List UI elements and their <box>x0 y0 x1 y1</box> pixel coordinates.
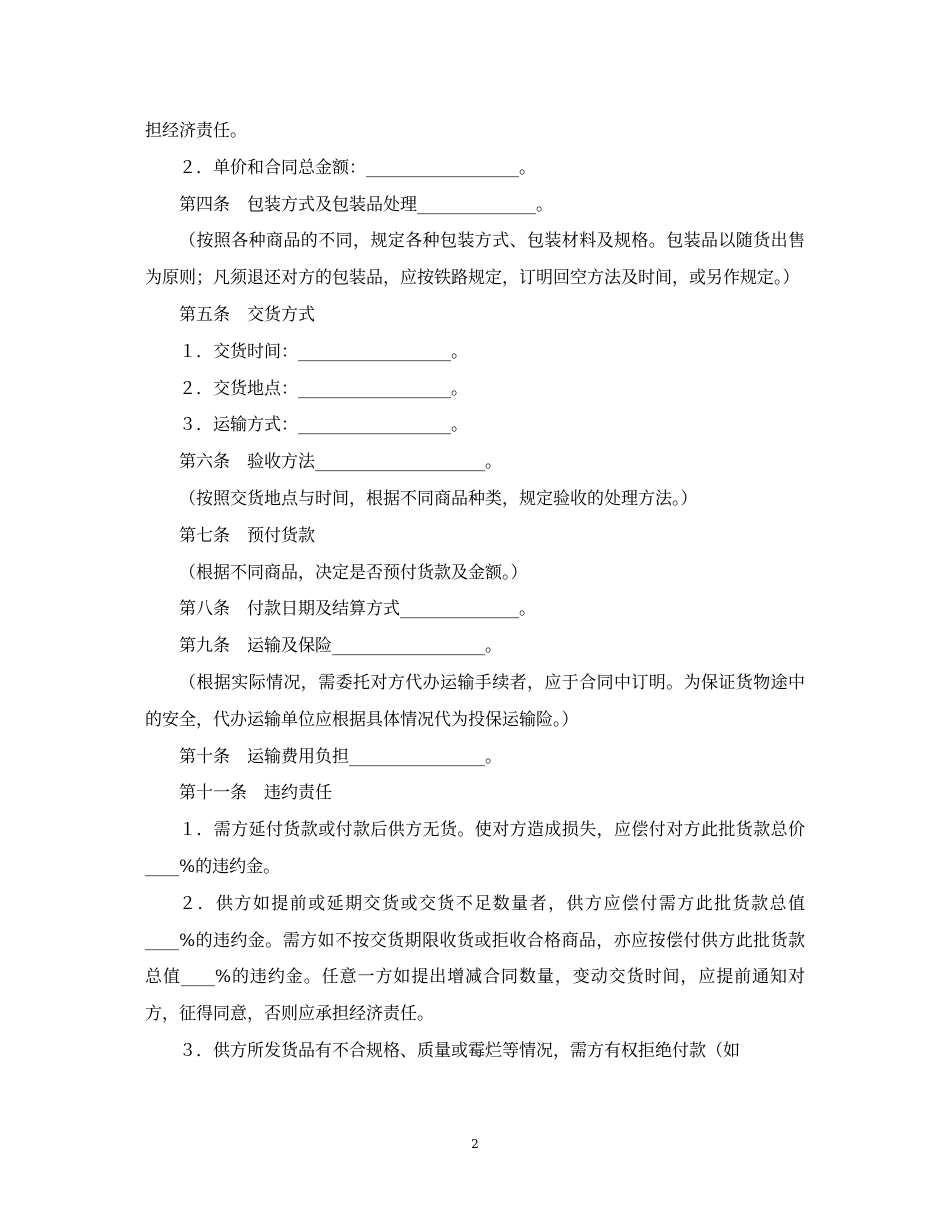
section-heading: 第十一条 违约责任 <box>179 783 332 804</box>
paragraph: ２．单价和合同总金额：__________________。 <box>179 157 536 178</box>
page-number: 2 <box>471 1137 479 1151</box>
paragraph: ３．供方所发货品有不合规格、质量或霉烂等情况，需方有权拒绝付款（如 <box>179 1040 740 1061</box>
section-heading: 第七条 预付货款 <box>179 525 315 546</box>
paragraph: （按照各种商品的不同，规定各种包装方式、包装材料及规格。包装品以随货出售为原则；凡须退还对方的包装品，应按铁路规定，订明回空方法及时间，或另作规定。） <box>145 231 805 289</box>
paragraph: ３．运输方式：__________________。 <box>179 415 468 436</box>
paragraph: （根据不同商品，决定是否预付货款及金额。） <box>179 562 528 583</box>
document-body <box>145 113 805 1070</box>
paragraph: （按照交货地点与时间，根据不同商品种类，规定验收的处理方法。） <box>179 488 698 509</box>
paragraph: ２．交货地点：__________________。 <box>179 378 468 399</box>
paragraph: 第四条 包装方式及包装品处理______________。 <box>179 194 553 215</box>
paragraph: （根据实际情况，需委托对方代办运输手续者，应于合同中订明。为保证货物途中的安全，代办运输单位应根据具体情况代为投保运输险。） <box>145 672 805 730</box>
paragraph: 第九条 运输及保险__________________。 <box>179 636 502 657</box>
paragraph: 第八条 付款日期及结算方式______________。 <box>179 599 536 620</box>
paragraph: ２．供方如提前或延期交货或交货不足数量者，供方应偿付需方此批货款总值____%的违约金。需方如不按交货期限收货或拒收合格商品，亦应按偿付供方此批货款总值____%的违约金。任意一方如提出增减合同数量，变动交货时间，应提前通知对方，征得同意，否则应承担经济责任。 <box>145 893 805 1025</box>
paragraph: 第六条 验收方法____________________。 <box>179 452 502 473</box>
paragraph: 第十条 运输费用负担________________。 <box>179 746 502 767</box>
paragraph: 担经济责任。 <box>145 121 247 141</box>
paragraph: １．交货时间：__________________。 <box>179 341 468 362</box>
paragraph: １．需方延付货款或付款后供方无货。使对方造成损失，应偿付对方此批货款总价____%的违约金。 <box>145 820 805 877</box>
section-heading: 第五条 交货方式 <box>179 304 315 325</box>
